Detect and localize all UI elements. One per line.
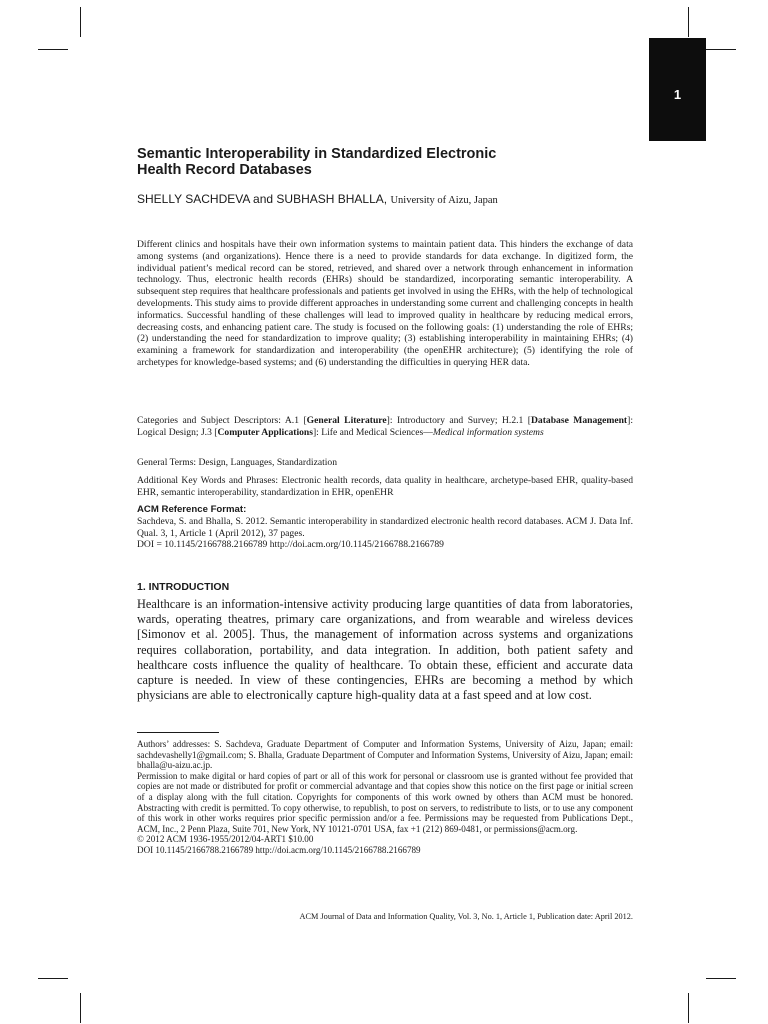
acm-reference-citation: Sachdeva, S. and Bhalla, S. 2012. Semantic interoperability in standardized electronic health record databases. ACM J. Data Inf. Qual. 3, 1, Article 1 (April 2012), 37 pages. [137,515,633,539]
categories-part-2: ]: Introductory and Survey; H.2.1 [ [386,415,531,426]
footnote-block [137,739,633,856]
categories-part-3: ]: Logical Design; J.3 [ [137,415,633,438]
page-number: 1 [673,87,682,102]
acm-reference-doi: DOI = 10.1145/2166788.2166789 http://doi.acm.org/10.1145/2166788.2166789 [137,539,444,551]
acm-reference-heading: ACM Reference Format: [137,504,247,515]
categories-italic-term: Medical information systems [432,426,544,438]
crop-mark [688,993,689,1023]
paper-title [137,146,597,178]
footnote-rule [137,732,219,733]
crop-mark [80,7,81,37]
footnote-permission: Permission to make digital or hard copies of part or all of this work for personal or classroom use is granted without fee provided that copies are not made or distributed for profit or commercial advantage and that copies show this notice on the first page or initial screen of a display along with the full citation. Copyrights for components of this work owned by others than ACM must be honored. Abstracting with credit is permitted. To copy otherwise, to republish, to post on servers, to redistribute to lists, or to use any component of this work in other works requires prior specific permission and/or a fee. Permissions may be requested from Publications Dept., ACM, Inc., 2 Penn Plaza, Suite 701, New York, NY 10121-0701 USA, fax +1 (212) 869-0481, or permissions@acm.org. [137,770,633,834]
footnote-copyright: © 2012 ACM 1936-1955/2012/04-ART1 $10.00 [137,834,314,845]
crop-mark [688,7,689,37]
general-terms: General Terms: Design, Languages, Standardization [137,457,338,468]
categories-part-4: ]: Life and Medical Sciences— [312,426,433,438]
author-names: SHELLY SACHDEVA and SUBHASH BHALLA, [137,192,388,206]
categories-prefix: Categories and Subject Descriptors: A.1 [ [137,415,307,426]
page-number-tab [649,38,706,141]
category-term-general-literature: General Literature [306,415,387,426]
title-line-2: Health Record Databases [137,162,312,178]
title-line-1: Semantic Interoperability in Standardized Electronic [137,146,497,162]
introduction-body: Healthcare is an information-intensive activity producing large quantities of data from laboratories, wards, operating theatres, primary care organizations, and from wearable and wireless devices [Simonov et al. 2005]. Thus, the management of information across systems and organizations requires collaboration, portability, and data integration. In addition, both patient safety and healthcare costs influence the quality of healthcare. To obtain these, efficient and accurate data capture is needed. In view of these contingencies, EHRs are becoming a method by which physicians are able to electronically capture high-quality data at a fast speed and at low cost. [137,597,633,703]
footnote-doi: DOI 10.1145/2166788.2166789 http://doi.acm.org/10.1145/2166788.2166789 [137,844,421,855]
crop-mark [80,993,81,1023]
crop-mark [38,978,68,979]
category-term-database-management: Database Management [530,415,628,426]
section-heading-introduction: 1. INTRODUCTION [137,581,230,593]
author-line [137,192,637,206]
crop-mark [706,978,736,979]
footnote-addresses: Authors’ addresses: S. Sachdeva, Graduate Department of Computer and Information Systems, University of Aizu, Japan; email: sachdevashelly1@gmail.com; S. Bhalla, Graduate Department of Computer and Information Systems, University of Aizu, Japan; email: bhalla@u-aizu.ac.jp. [137,739,633,771]
crop-mark [38,49,68,50]
category-term-computer-applications: Computer Applications [217,426,313,438]
categories-descriptors [137,415,633,439]
additional-keywords: Additional Key Words and Phrases: Electronic health records, data quality in healthcare, archetype-based EHR, quality-based EHR, semantic interoperability, standardization in EHR, openEHR [137,475,633,498]
acm-reference-format [137,504,633,551]
running-footer: ACM Journal of Data and Information Quality, Vol. 3, No. 1, Article 1, Publication date: April 2012. [299,912,633,921]
author-affiliation: University of Aizu, Japan [390,195,498,206]
abstract: Different clinics and hospitals have their own information systems to maintain patient data. This hinders the exchange of data among systems (and organizations). Hence there is a need to provide standards for data exchange. In digitized form, the individual patient’s medical record can be stored, retrieved, and shared over a network through enhancement in information technology. Thus, electronic health records (EHRs) should be standardized, incorporating semantic interoperability. A subsequent step requires that healthcare professionals and patients get involved in using the EHRs, with the help of technological developments. This study aims to provide different approaches in understanding some current and challenging concepts in health informatics. Successful handling of these challenges will lead to improved quality in healthcare by reducing medical errors, decreasing costs, and enhancing patient care. The study is focused on the following goals: (1) understanding the role of EHRs; (2) understanding the need for standardization to improve quality; (3) establishing interoperability in maintaining EHRs; (4) examining a framework for standardization and interoperability (the openEHR architecture); (5) identifying the role of archetypes for knowledge-based systems; and (6) understanding the difficulties in querying HER data. [137,239,633,368]
crop-mark [706,49,736,50]
